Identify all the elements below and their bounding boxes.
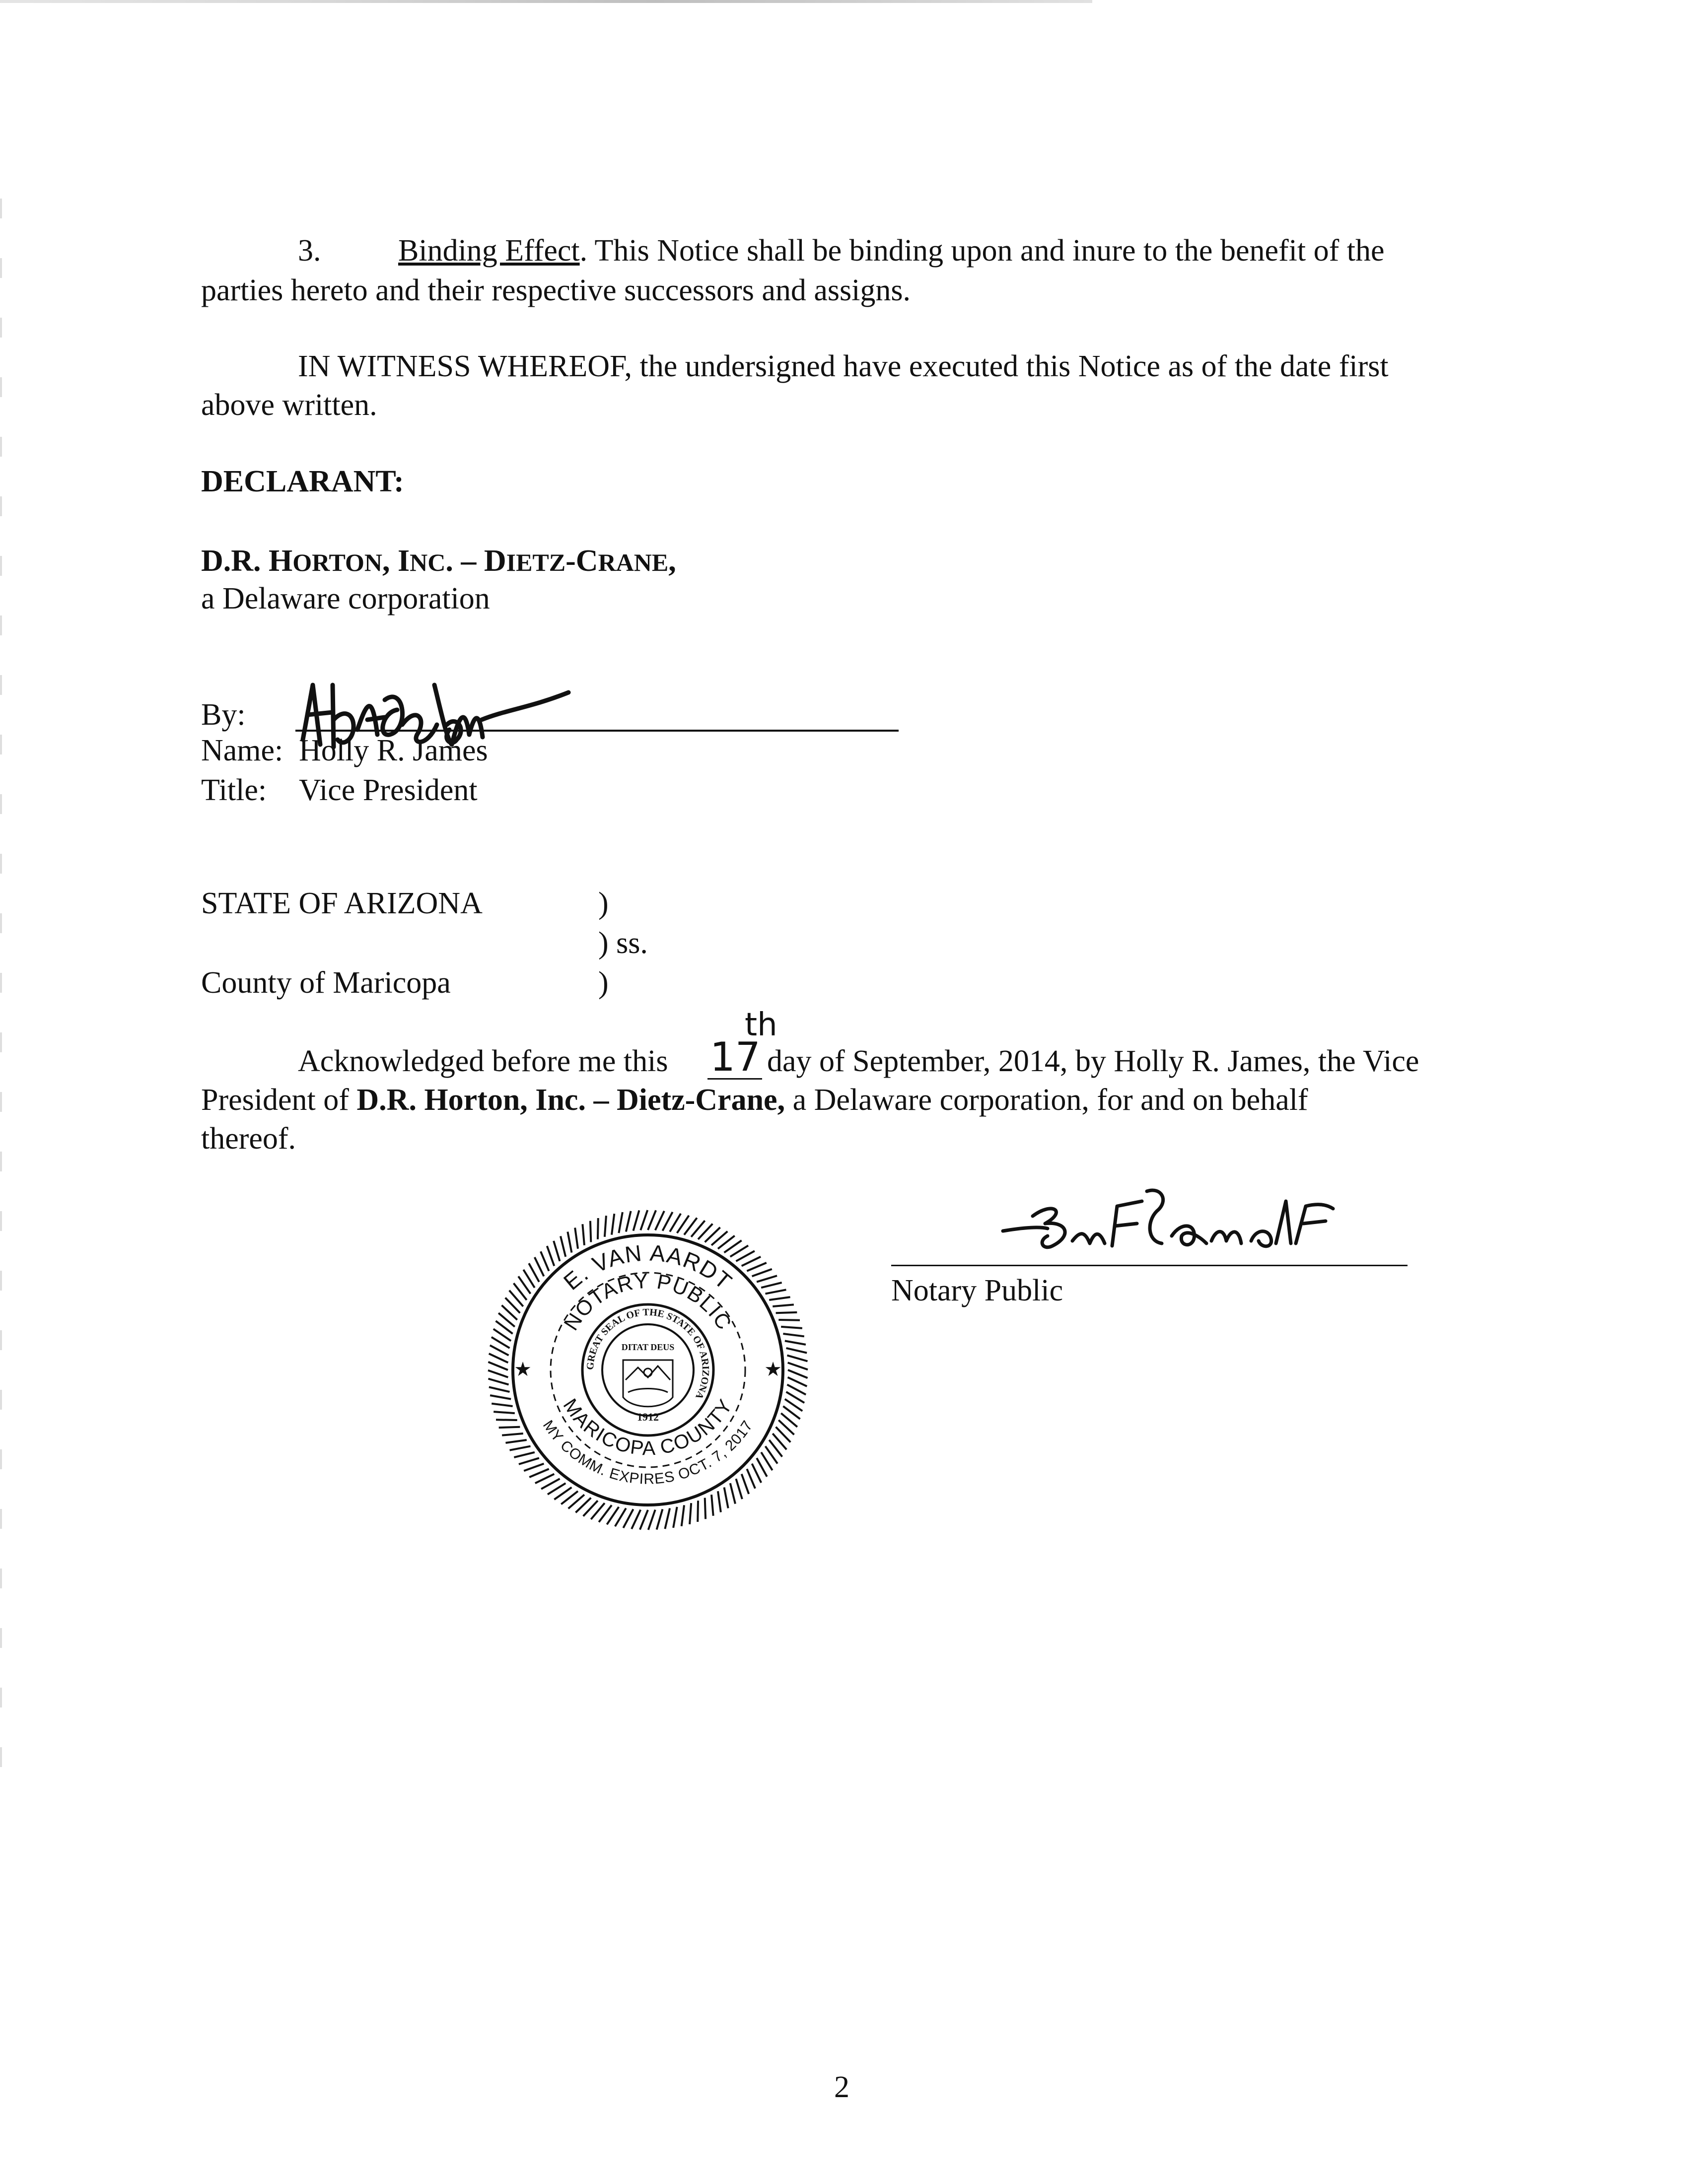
ack-day-suffix: th [745, 1007, 777, 1043]
company-name-part: ORTON [292, 548, 382, 576]
by-label: By: [201, 698, 246, 732]
seal-rope-strand [502, 1433, 523, 1435]
section-number: 3. [298, 234, 321, 268]
seal-rope-strand [742, 1257, 761, 1266]
seal-rope-strand [788, 1363, 808, 1369]
seal-rope-strand [488, 1379, 508, 1385]
seal-rope-strand [788, 1370, 808, 1378]
ack-line-2-bold: D.R. Horton, Inc. – Dietz-Crane, [356, 1083, 785, 1117]
ack-line-2 [201, 1080, 1308, 1120]
seal-county-arc: MARICOPA COUNTY [559, 1395, 737, 1460]
company-name-part: -C [565, 544, 598, 578]
seal-rope-strand [619, 1212, 623, 1233]
seal-rope-strand [567, 1232, 571, 1253]
seal-rope-strand [783, 1334, 804, 1336]
seal-rope-strand [494, 1412, 515, 1413]
seal-rope-strand [492, 1404, 512, 1406]
name-value: Holly R. James [299, 734, 488, 767]
section-3-line-1 [298, 231, 321, 271]
seal-rope-strand [673, 1507, 677, 1528]
scan-edge-top [0, 0, 1092, 3]
seal-rope-strand [648, 1510, 655, 1530]
seal-rope-strand [510, 1446, 531, 1450]
day-number: 17 [710, 1034, 761, 1080]
seal-rope-strand [776, 1312, 797, 1313]
seal-rope-strand [490, 1395, 511, 1399]
company-name-text [201, 544, 676, 578]
title-value: Vice President [299, 773, 478, 807]
seal-rope-strand [575, 1228, 578, 1248]
seal-rope-strand [788, 1377, 807, 1386]
venue-paren-close: ) [598, 966, 609, 1000]
seal-rope-strand [488, 1362, 508, 1370]
venue-county: County of Maricopa [201, 966, 451, 1000]
company-descriptor: a Delaware corporation [201, 582, 490, 615]
scan-edge-left [0, 199, 2, 1787]
seal-rope-strand [640, 1210, 647, 1230]
name-label: Name: [201, 734, 283, 767]
seal-rope-strand [655, 1211, 664, 1230]
seal-rope-strand [488, 1370, 508, 1377]
seal-rope-strand [736, 1479, 742, 1499]
venue-ss: ) ss. [598, 926, 648, 960]
seal-rope-strand [665, 1508, 670, 1529]
section-3-line-2: parties hereto and their respective successors and assigns. [201, 273, 911, 307]
title-label: Title: [201, 773, 267, 807]
seal-rope-strand [766, 1290, 786, 1294]
seal-rope-strand [626, 1211, 631, 1232]
seal-state-arc: GREAT SEAL OF THE STATE OF ARIZONA [584, 1306, 711, 1401]
venue-paren-open: ) [598, 887, 609, 920]
seal-rope-strand [682, 1505, 684, 1526]
company-name-part: D.R. H [201, 544, 293, 578]
venue-state: STATE OF ARIZONA [201, 887, 483, 920]
seal-rope-strand [529, 1469, 549, 1477]
seal-rope-strand [605, 1216, 606, 1237]
witness-line-2: above written. [201, 388, 377, 422]
company-name-part: IETZ [506, 548, 566, 576]
seal-rope-strand [612, 1214, 614, 1234]
section-3-text: . This Notice shall be binding upon and inure to the benefit of the [579, 234, 1385, 268]
seal-rope-strand [786, 1348, 807, 1353]
seal-rope-strand [757, 1276, 777, 1282]
seal-rope-strand [690, 1503, 691, 1524]
seal-rope-strand [554, 1241, 560, 1261]
seal-rope-strand [514, 1452, 534, 1457]
seal-rope-strand [535, 1257, 544, 1276]
seal-rope-strand [640, 1510, 648, 1530]
seal-rope-strand [505, 1440, 526, 1443]
page-number: 2 [834, 2070, 849, 2104]
day-blank-line [707, 1078, 762, 1080]
company-name-part: . – D [445, 544, 506, 578]
seal-rope-strand [499, 1427, 520, 1428]
witness-line-1: IN WITNESS WHEREOF, the undersigned have executed this Notice as of the date first [298, 349, 1389, 383]
seal-rope-strand [524, 1464, 544, 1471]
seal-rope-strand [730, 1483, 735, 1503]
company-name [201, 541, 676, 582]
seal-rope-strand [489, 1354, 508, 1363]
ack-after-day: day of September, 2014, by Holly R. James, the Vice [767, 1044, 1419, 1078]
seal-rope-strand [519, 1458, 539, 1464]
seal-rope-strand [657, 1509, 663, 1529]
notary-public-label: Notary Public [891, 1274, 1063, 1307]
seal-rope-strand [634, 1210, 639, 1230]
ack-line-3: thereof. [201, 1122, 296, 1156]
seal-year: 1912 [637, 1411, 659, 1423]
seal-rope-strand [752, 1464, 762, 1483]
seal-star-left-icon: ★ [514, 1358, 532, 1381]
seal-rope-strand [742, 1474, 749, 1494]
seal-rope-strand [561, 1236, 565, 1256]
ack-line-2-pre: President of [201, 1083, 349, 1117]
seal-notary-arc: NOTARY PUBLIC [559, 1269, 737, 1335]
seal-rope-strand [590, 1221, 591, 1242]
seal-star-right-icon: ★ [764, 1358, 782, 1381]
ack-line-2-post: a Delaware corporation, for and on behalf [792, 1083, 1308, 1117]
seal-rope-strand [535, 1474, 554, 1484]
seal-rope-strand [711, 1495, 713, 1516]
seal-rope-strand [632, 1510, 640, 1529]
ack-intro: Acknowledged before me this [298, 1044, 668, 1078]
seal-rope-strand [761, 1283, 781, 1288]
notary-signature-image [998, 1181, 1355, 1271]
svg-text:MARICOPA COUNTY [559, 1395, 737, 1459]
seal-rope-strand [747, 1469, 755, 1488]
seal-landscape-icon [623, 1360, 673, 1407]
company-name-part: NC [410, 548, 446, 576]
seal-rope-strand [785, 1341, 806, 1345]
section-3-body-line-1 [398, 231, 1384, 271]
seal-rope-strand [648, 1210, 656, 1230]
seal-rope-strand [787, 1356, 807, 1362]
seal-rope-strand [718, 1491, 721, 1512]
declarant-label: DECLARANT: [201, 465, 404, 498]
seal-rope-strand [582, 1224, 584, 1245]
seal-rope-strand [769, 1297, 790, 1300]
company-name-part: , I [382, 544, 410, 578]
company-name-part: RANE [598, 548, 669, 576]
seal-name-arc: E. VAN AARDT [558, 1239, 738, 1295]
seal-rope-strand [489, 1387, 510, 1392]
seal-rope-strand [547, 1246, 555, 1266]
section-heading: Binding Effect [398, 234, 580, 268]
seal-rope-strand [773, 1304, 794, 1306]
seal-rope-strand [747, 1263, 766, 1271]
seal-expires-arc: MY COMM. EXPIRES OCT. 7, 2017 [539, 1417, 757, 1488]
seal-rope-strand [752, 1269, 772, 1277]
seal-rope-strand [781, 1327, 802, 1328]
seal-rope-strand [541, 1251, 549, 1271]
seal-motto: DITAT DEUS [621, 1342, 675, 1352]
notary-seal [479, 1201, 817, 1539]
company-name-part: , [668, 544, 676, 578]
seal-rope-strand [724, 1488, 728, 1508]
